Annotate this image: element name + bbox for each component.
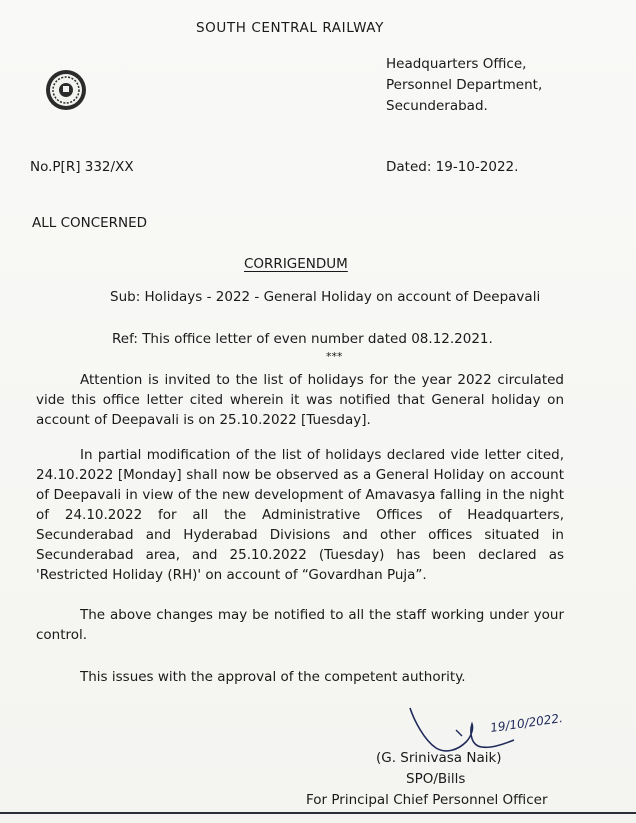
org-name: SOUTH CENTRAL RAILWAY	[196, 20, 384, 36]
document-title: CORRIGENDUM	[244, 256, 348, 272]
bottom-edge	[0, 812, 636, 814]
signatory-name: (G. Srinivasa Naik)	[376, 750, 502, 766]
address-line-3: Secunderabad.	[386, 98, 488, 114]
address-line-1: Headquarters Office,	[386, 56, 527, 72]
paragraph-4-text: This issues with the approval of the competent authority.	[80, 669, 466, 685]
separator: ***	[326, 350, 343, 363]
address-line-2: Personnel Department,	[386, 77, 543, 93]
reference-line: Ref: This office letter of even number dated 08.12.2021.	[112, 331, 493, 347]
addressee: ALL CONCERNED	[32, 215, 148, 231]
signatory-designation: SPO/Bills	[406, 771, 466, 787]
paragraph-1-text: Attention is invited to the list of holidays for the year 2022 circulated vide this office letter cited wherein it was notified that General holiday on account of Deepavali is on 25.10.2022 [Tuesday].	[36, 372, 564, 428]
railway-emblem-icon	[44, 68, 88, 112]
paragraph-3	[36, 605, 564, 645]
subject-line: Sub: Holidays - 2022 - General Holiday on account of Deepavali	[110, 289, 541, 305]
paragraph-2	[36, 445, 564, 585]
letter-number: No.P[R] 332/XX	[30, 159, 134, 175]
paragraph-4	[36, 667, 564, 687]
paragraph-3-text: The above changes may be notified to all the staff working under your control.	[36, 607, 564, 643]
for-line: For Principal Chief Personnel Officer	[306, 792, 548, 808]
letter-date: Dated: 19-10-2022.	[386, 159, 519, 175]
handwritten-date: 19/10/2022.	[489, 710, 564, 736]
paragraph-1	[36, 370, 564, 430]
paragraph-2-text: In partial modification of the list of holidays declared vide letter cited, 24.10.2022 [Monday] shall now be observed as a General Holiday on account of Deepavali in view of the new development of Amavasya falling in the night of 24.10.2022 for all the Administrative Offices of Headquarters, Secunderabad and Hyderabad Divisions and other offices situated in Secunderabad area, and 25.10.2022 (Tuesday) has been declared as 'Restricted Holiday (RH)' on account of “Govardhan Puja”.	[36, 447, 564, 583]
